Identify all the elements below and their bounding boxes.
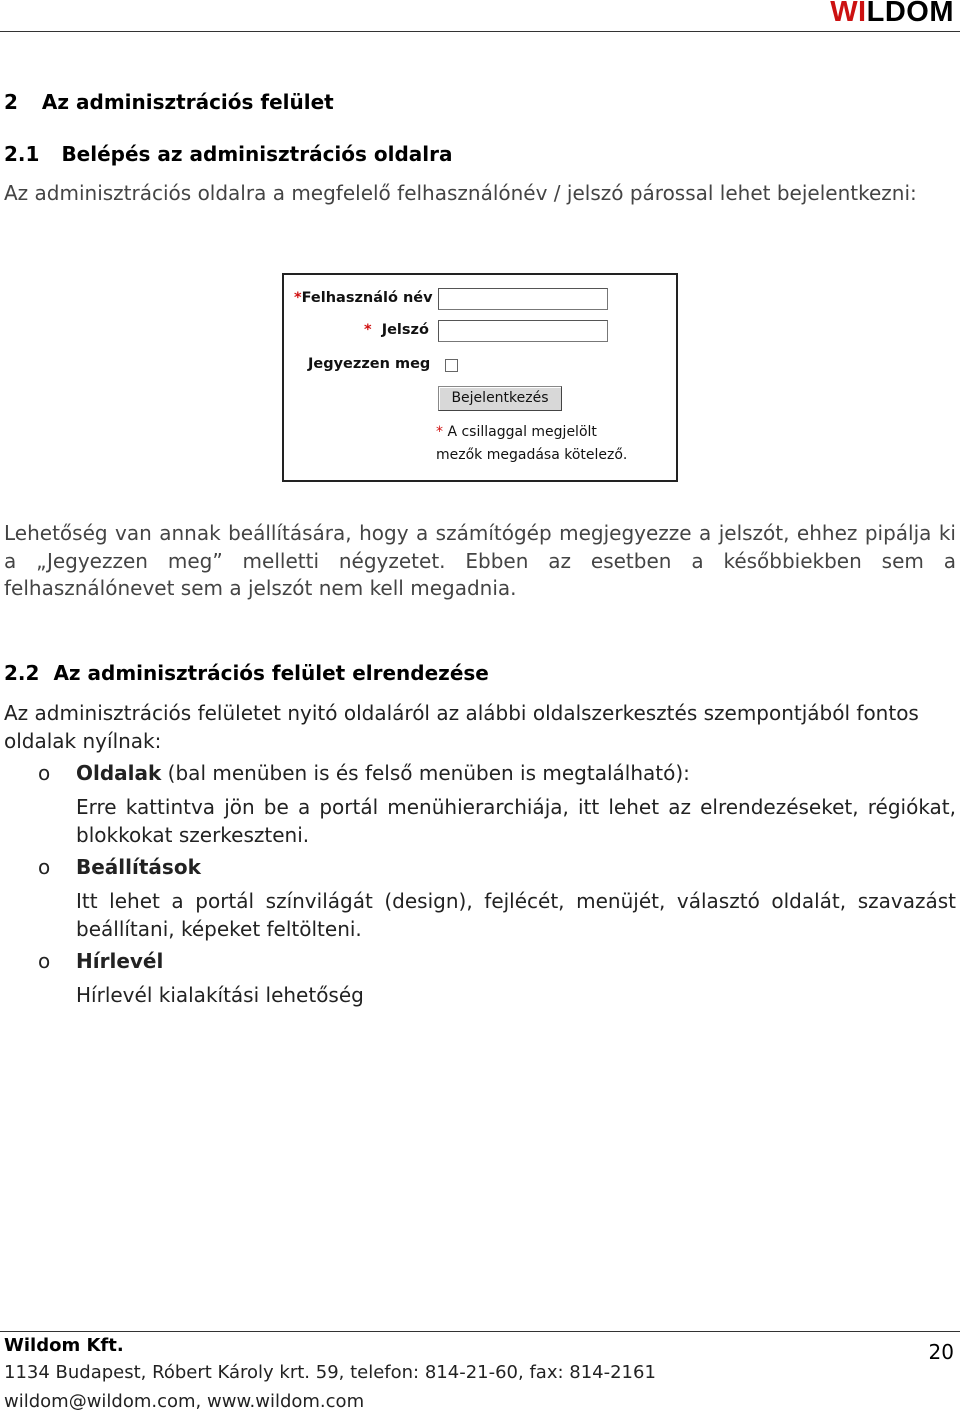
section-number: 2: [4, 90, 18, 114]
wildom-logo: [830, 0, 954, 29]
list-item-title: Oldalak (bal menüben is és felső menüben is megtalálható):: [76, 761, 690, 785]
list-bullet: o: [38, 855, 51, 879]
logo-part-black: LDOM: [866, 0, 954, 28]
username-input[interactable]: [438, 288, 608, 310]
section-title: Az adminisztrációs felület: [41, 90, 334, 114]
page-number: 20: [928, 1340, 954, 1364]
section-heading-2: [4, 90, 334, 114]
logo-part-red: WI: [830, 0, 867, 28]
password-input[interactable]: [438, 320, 608, 342]
list-bullet: o: [38, 761, 51, 785]
list-bullet: o: [38, 949, 51, 973]
username-label: *Felhasználó név: [294, 290, 433, 306]
login-form-screenshot: [282, 273, 678, 482]
layout-intro-paragraph: Az adminisztrációs felületet nyitó oldaláról az alábbi oldalszerkesztés szempontjából fontos oldalak nyílnak:: [4, 701, 919, 753]
header-divider: [0, 31, 960, 32]
required-fields-note: * A csillaggal megjelölt mezők megadása kötelező.: [436, 424, 628, 463]
section-title: Belépés az adminisztrációs oldalra: [61, 142, 453, 166]
footer-company: Wildom Kft.: [4, 1335, 124, 1356]
list-item-body: Itt lehet a portál színvilágát (design), fejlécét, menüjét, választó oldalát, szavazást beállítani, képeket feltölteni.: [76, 889, 956, 941]
list-item-title: Hírlevél: [76, 949, 164, 973]
footer-divider: [0, 1331, 960, 1332]
section-heading-2-2: [4, 661, 489, 685]
password-label: * Jelszó: [364, 322, 429, 338]
remember-checkbox[interactable]: [445, 359, 458, 372]
list-item-body: Hírlevél kialakítási lehetőség: [76, 983, 364, 1007]
login-intro-paragraph: Az adminisztrációs oldalra a megfelelő felhasználónév / jelszó párossal lehet bejelentkezni:: [4, 181, 917, 205]
footer-address: 1134 Budapest, Róbert Károly krt. 59, telefon: 814-21-60, fax: 814-2161: [4, 1362, 656, 1383]
remember-paragraph: Lehetőség van annak beállítására, hogy a számítógép megjegyezze a jelszót, ehhez pipálja ki a „Jegyezzen meg” melletti négyzetet. Ebben az esetben a későbbiekben sem a felhasználónevet sem a jelszót nem kell megadnia.: [4, 521, 956, 600]
section-heading-2-1: [4, 142, 453, 166]
footer-contact: wildom@wildom.com, www.wildom.com: [4, 1391, 365, 1412]
section-number: 2.2: [4, 661, 40, 685]
list-item-title: Beállítások: [76, 855, 201, 879]
section-number: 2.1: [4, 142, 40, 166]
section-title: Az adminisztrációs felület elrendezése: [53, 661, 489, 685]
remember-label: Jegyezzen meg: [308, 356, 431, 372]
login-button[interactable]: Bejelentkezés: [438, 386, 562, 411]
list-item-body: Erre kattintva jön be a portál menühierarchiája, itt lehet az elrendezéseket, régiókat, blokkokat szerkeszteni.: [76, 795, 956, 847]
